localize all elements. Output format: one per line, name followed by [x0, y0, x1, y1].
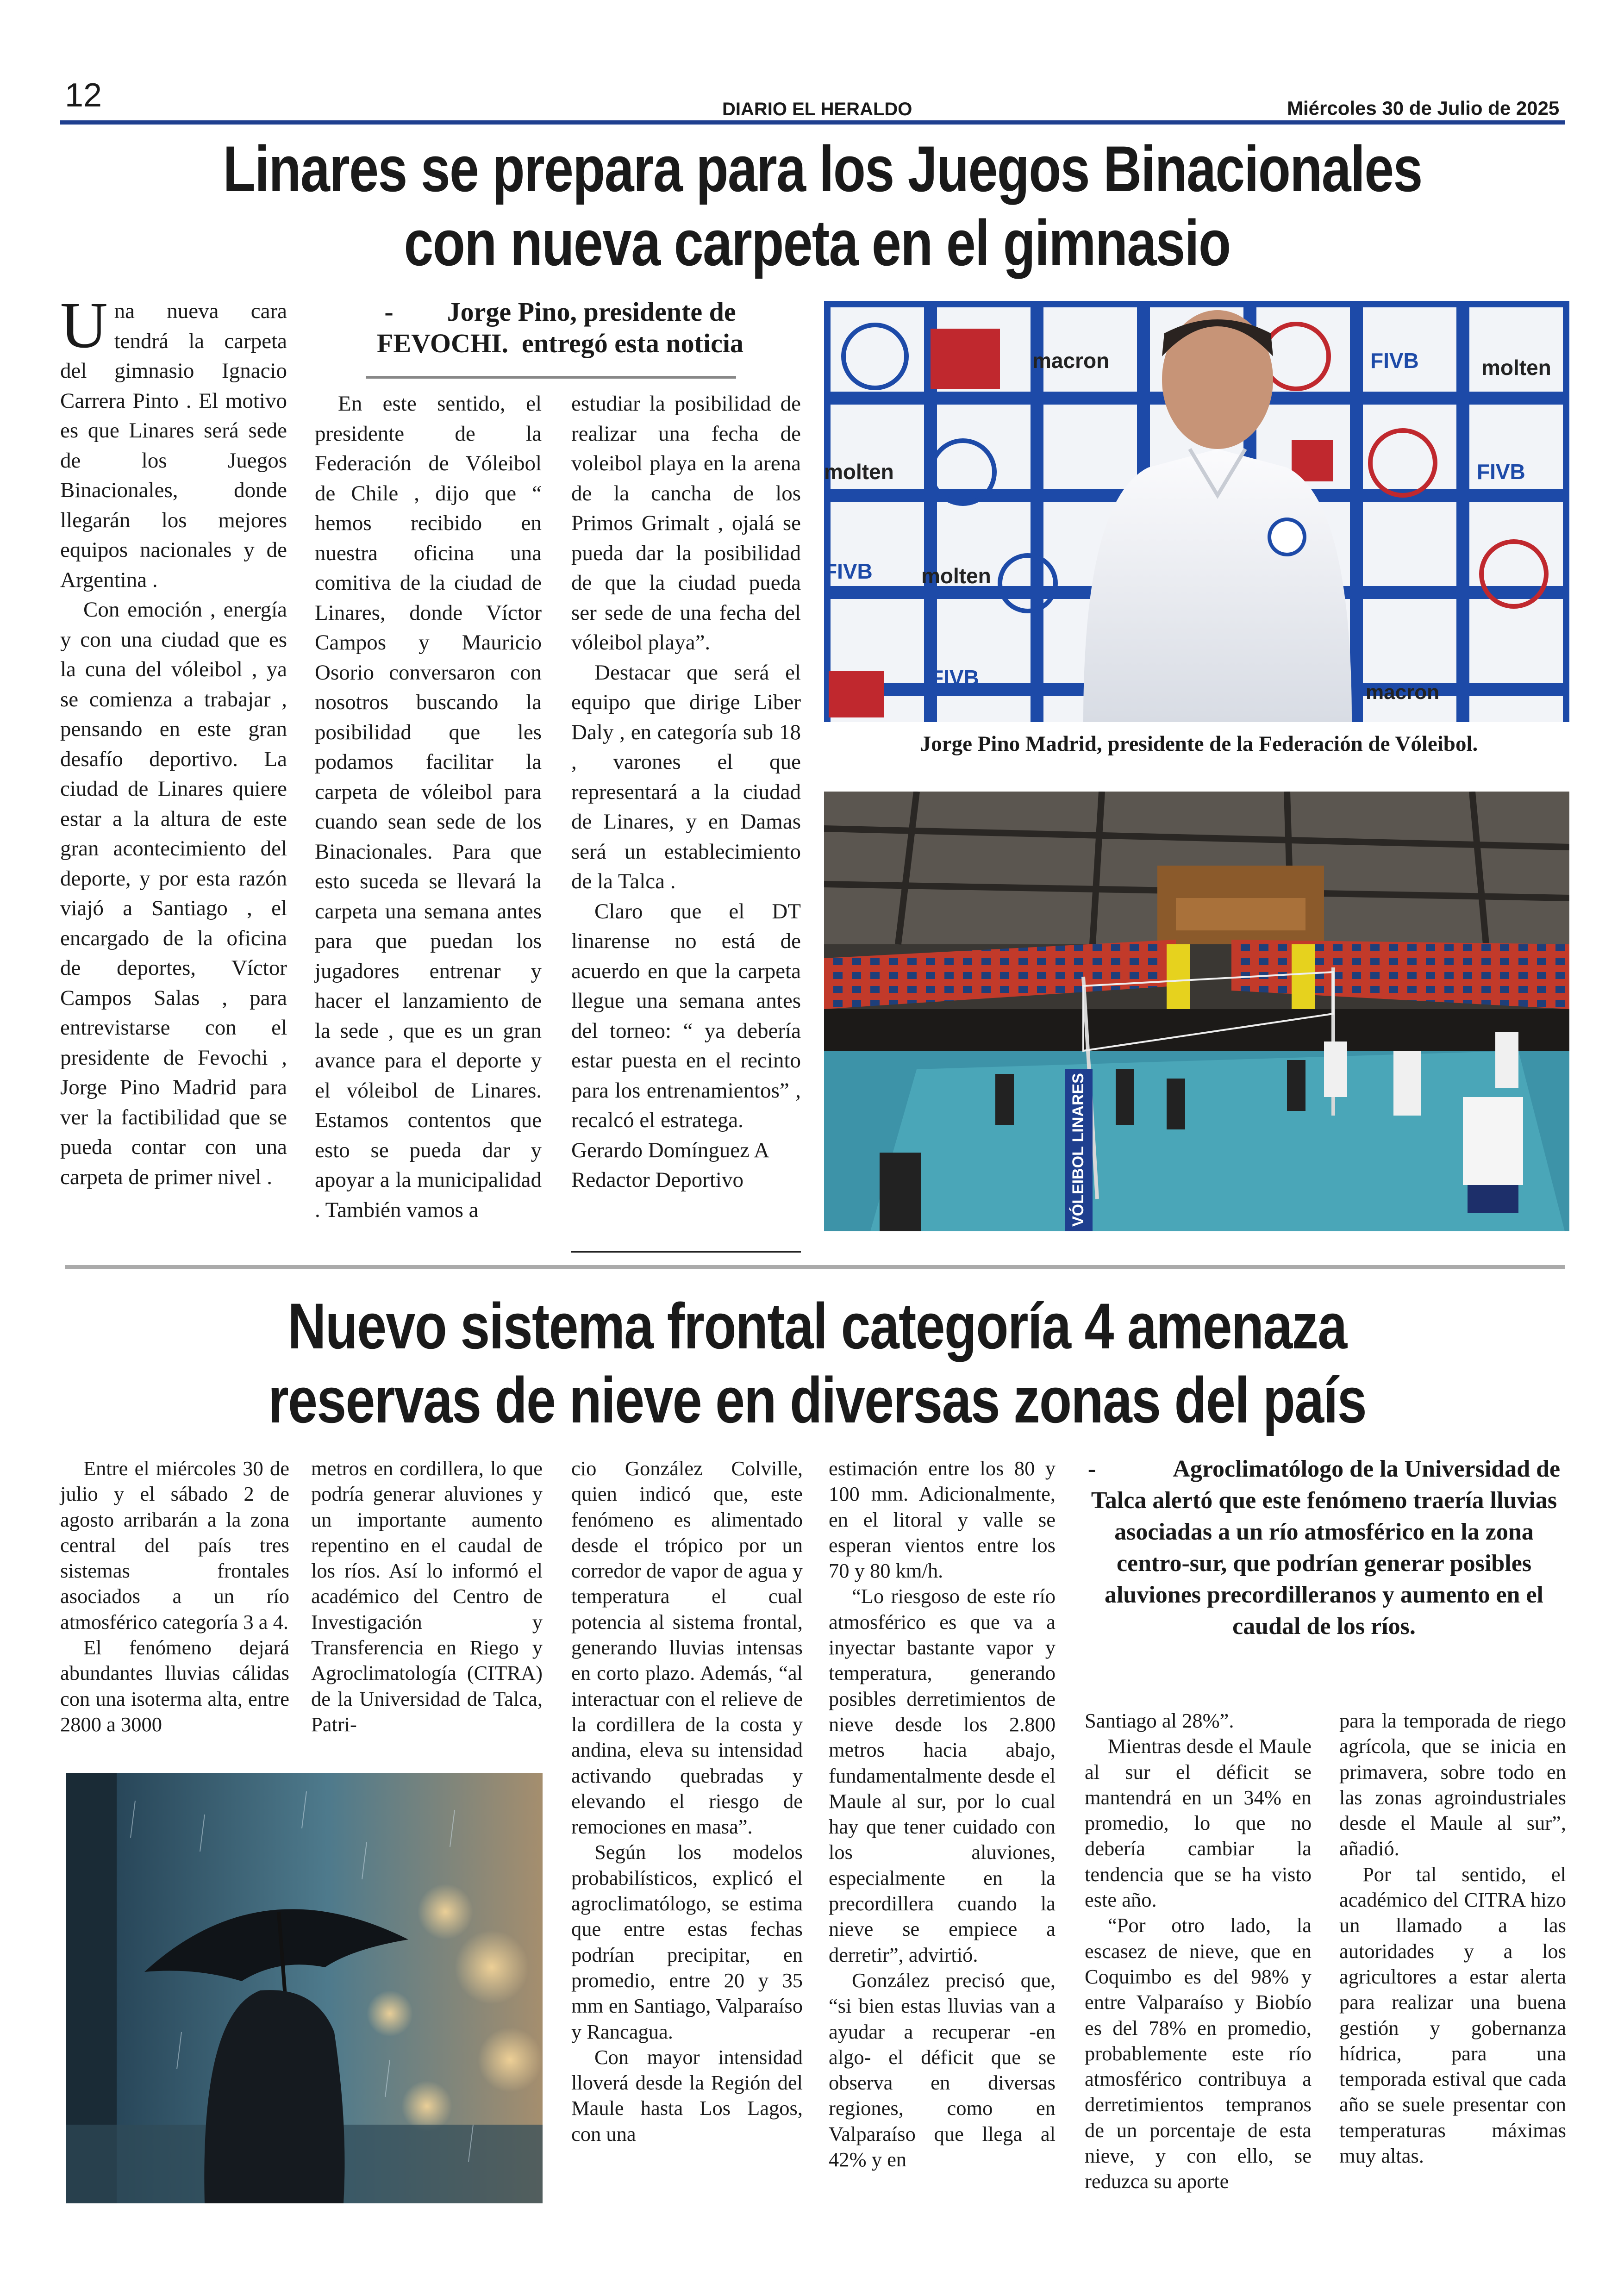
byline-name: Gerardo Domínguez A	[571, 1138, 770, 1162]
article1-column-1	[60, 288, 287, 1192]
article2-c2-p1: metros en cordillera, lo que podría generar aluviones y un importante aumento repentino en el caudal de los ríos. Así lo informó el académico del Centro de Investigación y Transferencia en Riego y Agroclimatología (CITRA) de la Universidad de Talca, Patri-	[311, 1457, 543, 1736]
photo-umbrella-rain	[66, 1773, 543, 2203]
article2-column-6	[1339, 1708, 1566, 2169]
article1-headline-line1: Linares se prepara para los Juegos Binacionales	[223, 132, 1422, 205]
photo-jorge-pino	[824, 301, 1569, 722]
article2-c5-p2: Mientras desde el Maule al sur el déficit se mantendrá en un 34% en promedio, lo que no debería cambiar la tendencia que se ha visto este año.	[1085, 1734, 1312, 1912]
article1-col1-p2: Con emoción , energía y con una ciudad que es la cuna del vóleibol , ya se comienza a trabajar , pensando en este gran desafío deportivo. La ciudad de Linares quiere estar a la altura de este gran acontecimiento del deporte, y por esta razón viajó a Santiago , el encargado de la oficina de deportes, Víctor Campos Salas , para entrevistarse con el presidente de Fevochi , Jorge Pino Madrid para ver la factibilidad que se pueda contar con una carpeta de primer nivel .	[60, 598, 287, 1189]
article2-c6-p2: Por tal sentido, el académico del CITRA hizo un llamado a las autoridades y a los agricultores a estar alerta para realizar una buena gestión y gobernanza hídrica, para una temporada estival que cada año se suele presentar con temperaturas máximas muy altas.	[1339, 1862, 1566, 2168]
article1-col2-p1: En este sentido, el presidente de la Federación de Vóleibol de Chile , dijo que “ hemos recibido en nuestra oficina una comitiva de la ciudad de Linares, donde Víctor Campos y Mauricio Osorio conversaron con nosotros buscando la posibilidad que les podamos facilitar la carpeta de vóleibol para cuando sean sede de los Binacionales. Para que esto suceda se llevará la carpeta una semana antes para que puedan los jugadores entrenar y hacer el lanzamiento de la sede , que es un gran avance para el deporte y el vóleibol de Linares. Estamos contentos que esto se pueda dar y apoyar a la municipalidad . También vamos a	[315, 392, 542, 1222]
article2-c5-p3: “Por otro lado, la escasez de nieve, que en Coquimbo es del 98% y entre Valparaíso y Biobío es del 78% en promedio, probablemente este río atmosférico contribuya a derretimientos tempranos de un porcentaje de esta nieve, y con ello, se reduzca su aporte	[1085, 1914, 1312, 2193]
newspaper-name: DIARIO EL HERALDO	[722, 99, 912, 119]
svg-text:VÓLEIBOL LINARES: VÓLEIBOL LINARES	[1069, 1073, 1087, 1227]
svg-text:molten: molten	[1481, 355, 1551, 380]
article1-subheading: - Jorge Pino, presidente de FEVOCHI. entregó esta noticia	[377, 297, 743, 358]
publication-date: Miércoles 30 de Julio de 2025	[1287, 97, 1560, 119]
article1-column-2	[315, 389, 542, 1225]
article1-col3-p2: Destacar que será el equipo que dirige Liber Daly , en categoría sub 18 , varones el que representará a la ciudad de Linares, y en Damas será un establecimiento de la Talca .	[571, 660, 801, 893]
svg-text:FIVB: FIVB	[1370, 349, 1419, 373]
article1-col1-p1: Una nueva cara tendrá la carpeta del gimnasio Ignacio Carrera Pinto . El motivo es que Linares será sede de los Juegos Binacionales, donde llegarán los mejores equipos nacionales y de Argentina .	[60, 288, 287, 592]
photo-volleyball-gym	[824, 792, 1569, 1231]
article2-headline-line1: Nuevo sistema frontal categoría 4 amenaza	[287, 1290, 1347, 1362]
article1-col3-p3: Claro que el DT linarense no está de acuerdo en que la carpeta llegue una semana antes del torneo: “ ya debería estar puesta en el recinto para los entrenamientos” , recalcó el estratega.	[571, 899, 801, 1132]
article2-c5-p1: Santiago al 28%”.	[1085, 1709, 1234, 1732]
svg-text:FIVB: FIVB	[824, 559, 873, 583]
article2-column-4	[829, 1456, 1056, 2172]
dropcap: U	[60, 288, 108, 362]
article2-column-3	[571, 1456, 803, 2147]
article2-c1-p2: El fenómeno dejará abundantes lluvias cálidas con una isoterma alta, entre 2800 a 3000	[60, 1636, 289, 1736]
svg-text:macron: macron	[1366, 681, 1439, 704]
article1-col3-p1: estudiar la posibilidad de realizar una fecha de voleibol playa en la arena de la cancha de los Primos Grimalt , ojalá se pueda dar la posibilidad de que la ciudad pueda ser sede de una fecha del vóleibol playa”.	[571, 392, 801, 655]
svg-text:molten: molten	[921, 564, 991, 588]
article2-c4-p3: González precisó que, “si bien estas lluvias van a ayudar a recuperar -en algo- el déficit que se observa en diversas regiones, como en Valparaíso que llega al 42% y en	[829, 1968, 1056, 2171]
article1-headline-line2: con nueva carpeta en el gimnasio	[404, 206, 1230, 279]
article2-column-1	[60, 1456, 289, 1737]
page-number: 12	[65, 77, 102, 114]
article2-c6-p1: para la temporada de riego agrícola, que se inicia en primavera, sobre todo en las zonas agroindustriales desde el Maule al sur”, añadió.	[1339, 1709, 1566, 1860]
byline-rule	[571, 1251, 801, 1253]
byline-role: Redactor Deportivo	[571, 1168, 743, 1192]
svg-text:macron: macron	[1032, 349, 1110, 373]
article2-c3-p3: Con mayor intensidad lloverá desde la Región del Maule hasta Los Lagos, con una	[571, 2045, 803, 2145]
article2-c4-p2: “Lo riesgoso de este río atmosférico es que va a inyectar bastante vapor y temperatura, generando posibles derretimientos de nieve desde los 2.800 metros hacia abajo, fundamentalmente desde el Maule al sur, por lo cual hay que tener cuidado con los aluviones, especialmente en la precordillera cuando la nieve se empiece a derretir”, advirtió.	[829, 1584, 1056, 1966]
svg-text:molten: molten	[824, 460, 894, 484]
svg-text:FIVB: FIVB	[1477, 460, 1525, 484]
article1-column-3	[571, 389, 801, 1195]
article2-c1-p1: Entre el miércoles 30 de julio y el sábado 2 de agosto arribarán a la zona central del país tres sistemas frontales asociados a un río atmosférico categoría 3 a 4.	[60, 1457, 289, 1634]
photo1-caption: Jorge Pino Madrid, presidente de la Federación de Vóleibol.	[920, 732, 1478, 756]
article1-headline	[223, 132, 1422, 280]
article2-c4-p1: estimación entre los 80 y 100 mm. Adicionalmente, en el litoral y valle se esperan vientos entre los 70 y 80 km/h.	[829, 1457, 1056, 1583]
article2-c3-p1: cio González Colville, quien indicó que, este fenómeno es alimentado desde el trópico por un corredor de vapor de agua y temperatura el cual potencia al sistema frontal, generando lluvias intensas en corto plazo. Además, “al interactuar con el relieve de la cordillera de la costa y andina, eleva su intensidad activando quebradas y elevando el riesgo de remociones en masa”.	[571, 1457, 803, 1839]
article2-column-5	[1085, 1708, 1312, 2195]
svg-text:FIVB: FIVB	[931, 666, 979, 690]
article2-c3-p2: Según los modelos probabilísticos, explicó el agroclimatólogo, se estima que entre estas fechas podrían precipitar, en promedio, entre 20 y 35 mm en Santiago, Valparaíso y Rancagua.	[571, 1840, 803, 2043]
article2-column-2	[311, 1456, 543, 1737]
subheading-rule	[366, 376, 736, 379]
article2-subheading: - Agroclimatólogo de la Universidad de Talca alertó que este fenómeno traería lluvias asociadas a un río atmosférico en la zona centro-sur, que podrían generar posibles aluviones precordilleranos y aumento en el caudal de los ríos.	[1087, 1456, 1566, 1640]
article2-headline-line2: reservas de nieve en diversas zonas del país	[268, 1364, 1366, 1436]
byline	[571, 1135, 801, 1195]
section-divider	[65, 1265, 1565, 1269]
article2-headline	[223, 1289, 1412, 1437]
header-rule	[60, 120, 1565, 125]
